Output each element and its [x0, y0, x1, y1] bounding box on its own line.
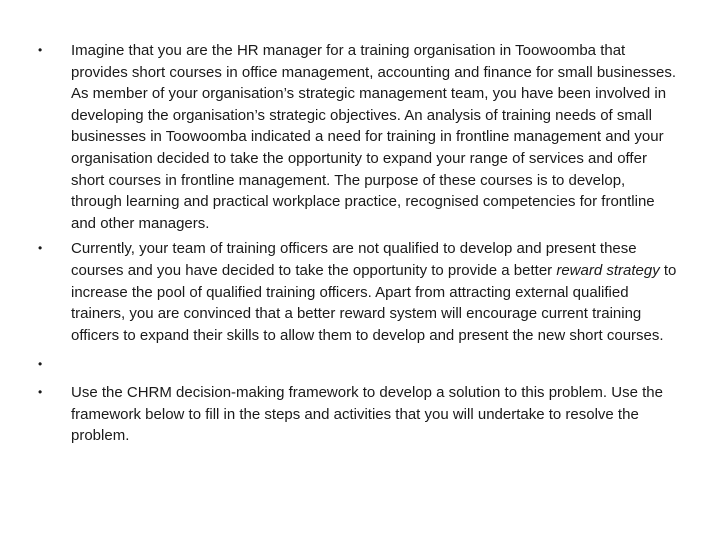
bullet-text-4: Use the CHRM decision-making framework to develop a solution to this problem. Use the framework below to fill in the steps and activities that you will undertake to resolve the problem.: [71, 383, 663, 445]
bullet-item-4: [38, 382, 678, 447]
reward-strategy-emphasis: reward strategy: [556, 261, 660, 279]
bullet-item-2: [38, 238, 678, 346]
bullet-text-1: Imagine that you are the HR manager for a training organisation in Toowoomba that provides short courses in office management, accounting and finance for small businesses. As member of your organisation’s strategic management team, you have been involved in developing the organisation’s strategic objectives. An analysis of training needs of small businesses in Toowoomba indicated a need for training in frontline management and your organisation decided to take the opportunity to expand your range of services and offer short courses in frontline management. The purpose of these courses is to develop, through learning and practical workplace practice, recognised competencies for frontline and other managers.: [71, 42, 677, 232]
bullet-icon: •: [38, 384, 43, 399]
bullet-text-2-after: to increase the pool of qualified training officers. Apart from attracting external qualified trainers, you are convinced that a better reward system will encourage current training officers to expand their skills to allow them to develop and present the new short courses.: [71, 261, 677, 344]
bullet-text-2-before: Currently, your team of training officers are not qualified to develop and present these courses and you have decided to take the opportunity to provide a better: [71, 240, 637, 279]
bullet-icon: •: [38, 357, 43, 372]
bullet-icon: •: [38, 241, 43, 256]
bullet-item-3-empty: [38, 354, 678, 376]
bullet-list: [38, 40, 678, 451]
bullet-icon: •: [38, 43, 43, 57]
bullet-item-1: [38, 40, 678, 234]
bullet-text-2: [71, 238, 678, 346]
